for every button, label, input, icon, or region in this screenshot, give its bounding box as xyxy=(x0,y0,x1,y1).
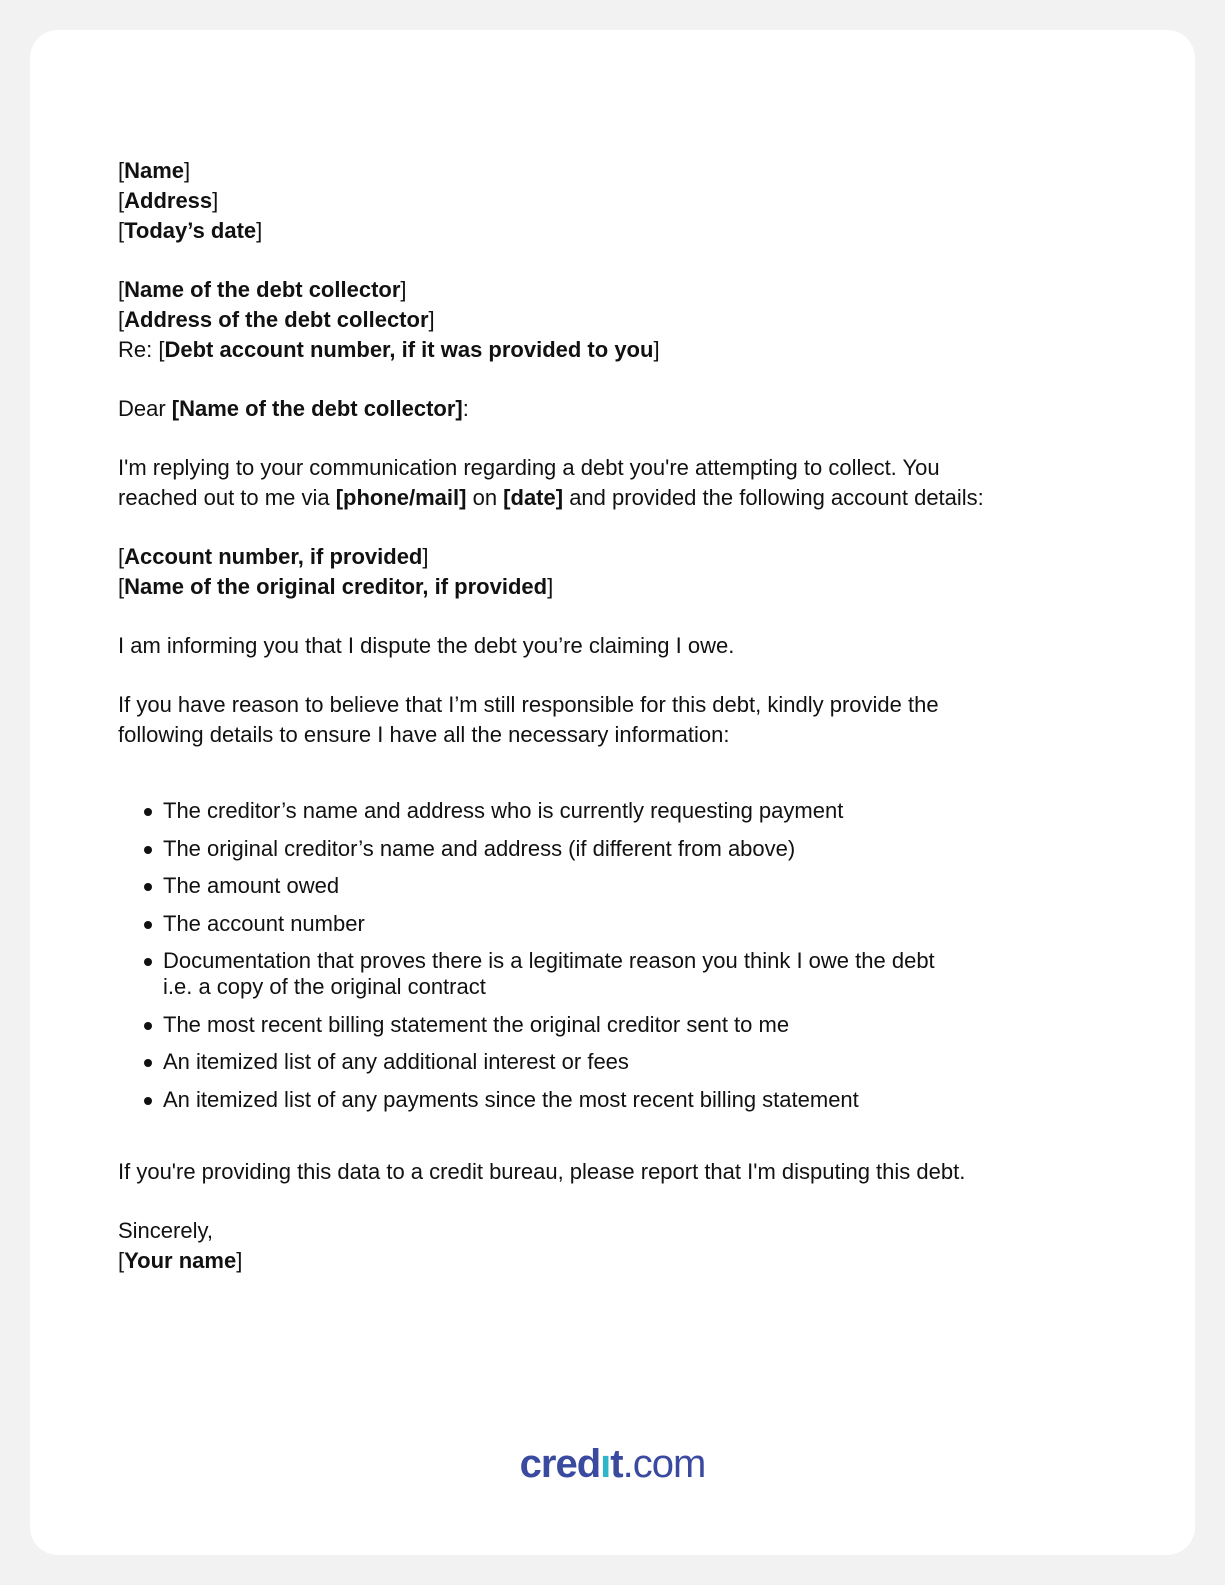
signature-placeholder: [Your name] xyxy=(118,1247,243,1273)
letter-body xyxy=(118,156,1078,1276)
list-item: The creditor’s name and address who is currently requesting payment xyxy=(118,798,1078,824)
reference-line: Re: [Debt account number, if it was provided to you] xyxy=(118,337,660,362)
recipient-name: [Name of the debt collector] xyxy=(118,277,407,302)
letter-card xyxy=(30,30,1195,1555)
list-item: The original creditor’s name and address (if different from above) xyxy=(118,836,1078,862)
intro-line-1: I'm replying to your communication regarding a debt you're attempting to collect. You xyxy=(118,455,940,480)
request-intro-line-1: If you have reason to believe that I’m still responsible for this debt, kindly provide the xyxy=(118,692,939,717)
intro-line-2: reached out to me via [phone/mail] on [date] and provided the following account details: xyxy=(118,485,984,510)
sender-date: [Today’s date] xyxy=(118,218,263,243)
list-item: Documentation that proves there is a legitimate reason you think I owe the debt i.e. a copy of the original contract xyxy=(118,948,1078,1000)
sender-name: [Name] xyxy=(118,158,191,183)
list-item: The amount owed xyxy=(118,873,1078,899)
salutation: Dear [Name of the debt collector]: xyxy=(118,396,469,421)
bureau-note: If you're providing this data to a credit bureau, please report that I'm disputing this debt. xyxy=(118,1158,966,1184)
recipient-address: [Address of the debt collector] xyxy=(118,307,435,332)
list-item: An itemized list of any additional interest or fees xyxy=(118,1049,1078,1075)
list-item: An itemized list of any payments since the most recent billing statement xyxy=(118,1087,1078,1113)
dispute-statement: I am informing you that I dispute the debt you’re claiming I owe. xyxy=(118,633,735,658)
original-creditor-placeholder: [Name of the original creditor, if provided] xyxy=(118,574,554,599)
request-intro-line-2: following details to ensure I have all the necessary information: xyxy=(118,722,730,747)
closing: Sincerely, xyxy=(118,1217,213,1243)
credit-com-logo: credıt.com xyxy=(519,1442,706,1486)
account-number-placeholder: [Account number, if provided] xyxy=(118,544,429,569)
sender-address: [Address] xyxy=(118,188,219,213)
list-item: The account number xyxy=(118,911,1078,937)
list-item: The most recent billing statement the original creditor sent to me xyxy=(118,1012,1078,1038)
request-list xyxy=(118,798,1078,1113)
